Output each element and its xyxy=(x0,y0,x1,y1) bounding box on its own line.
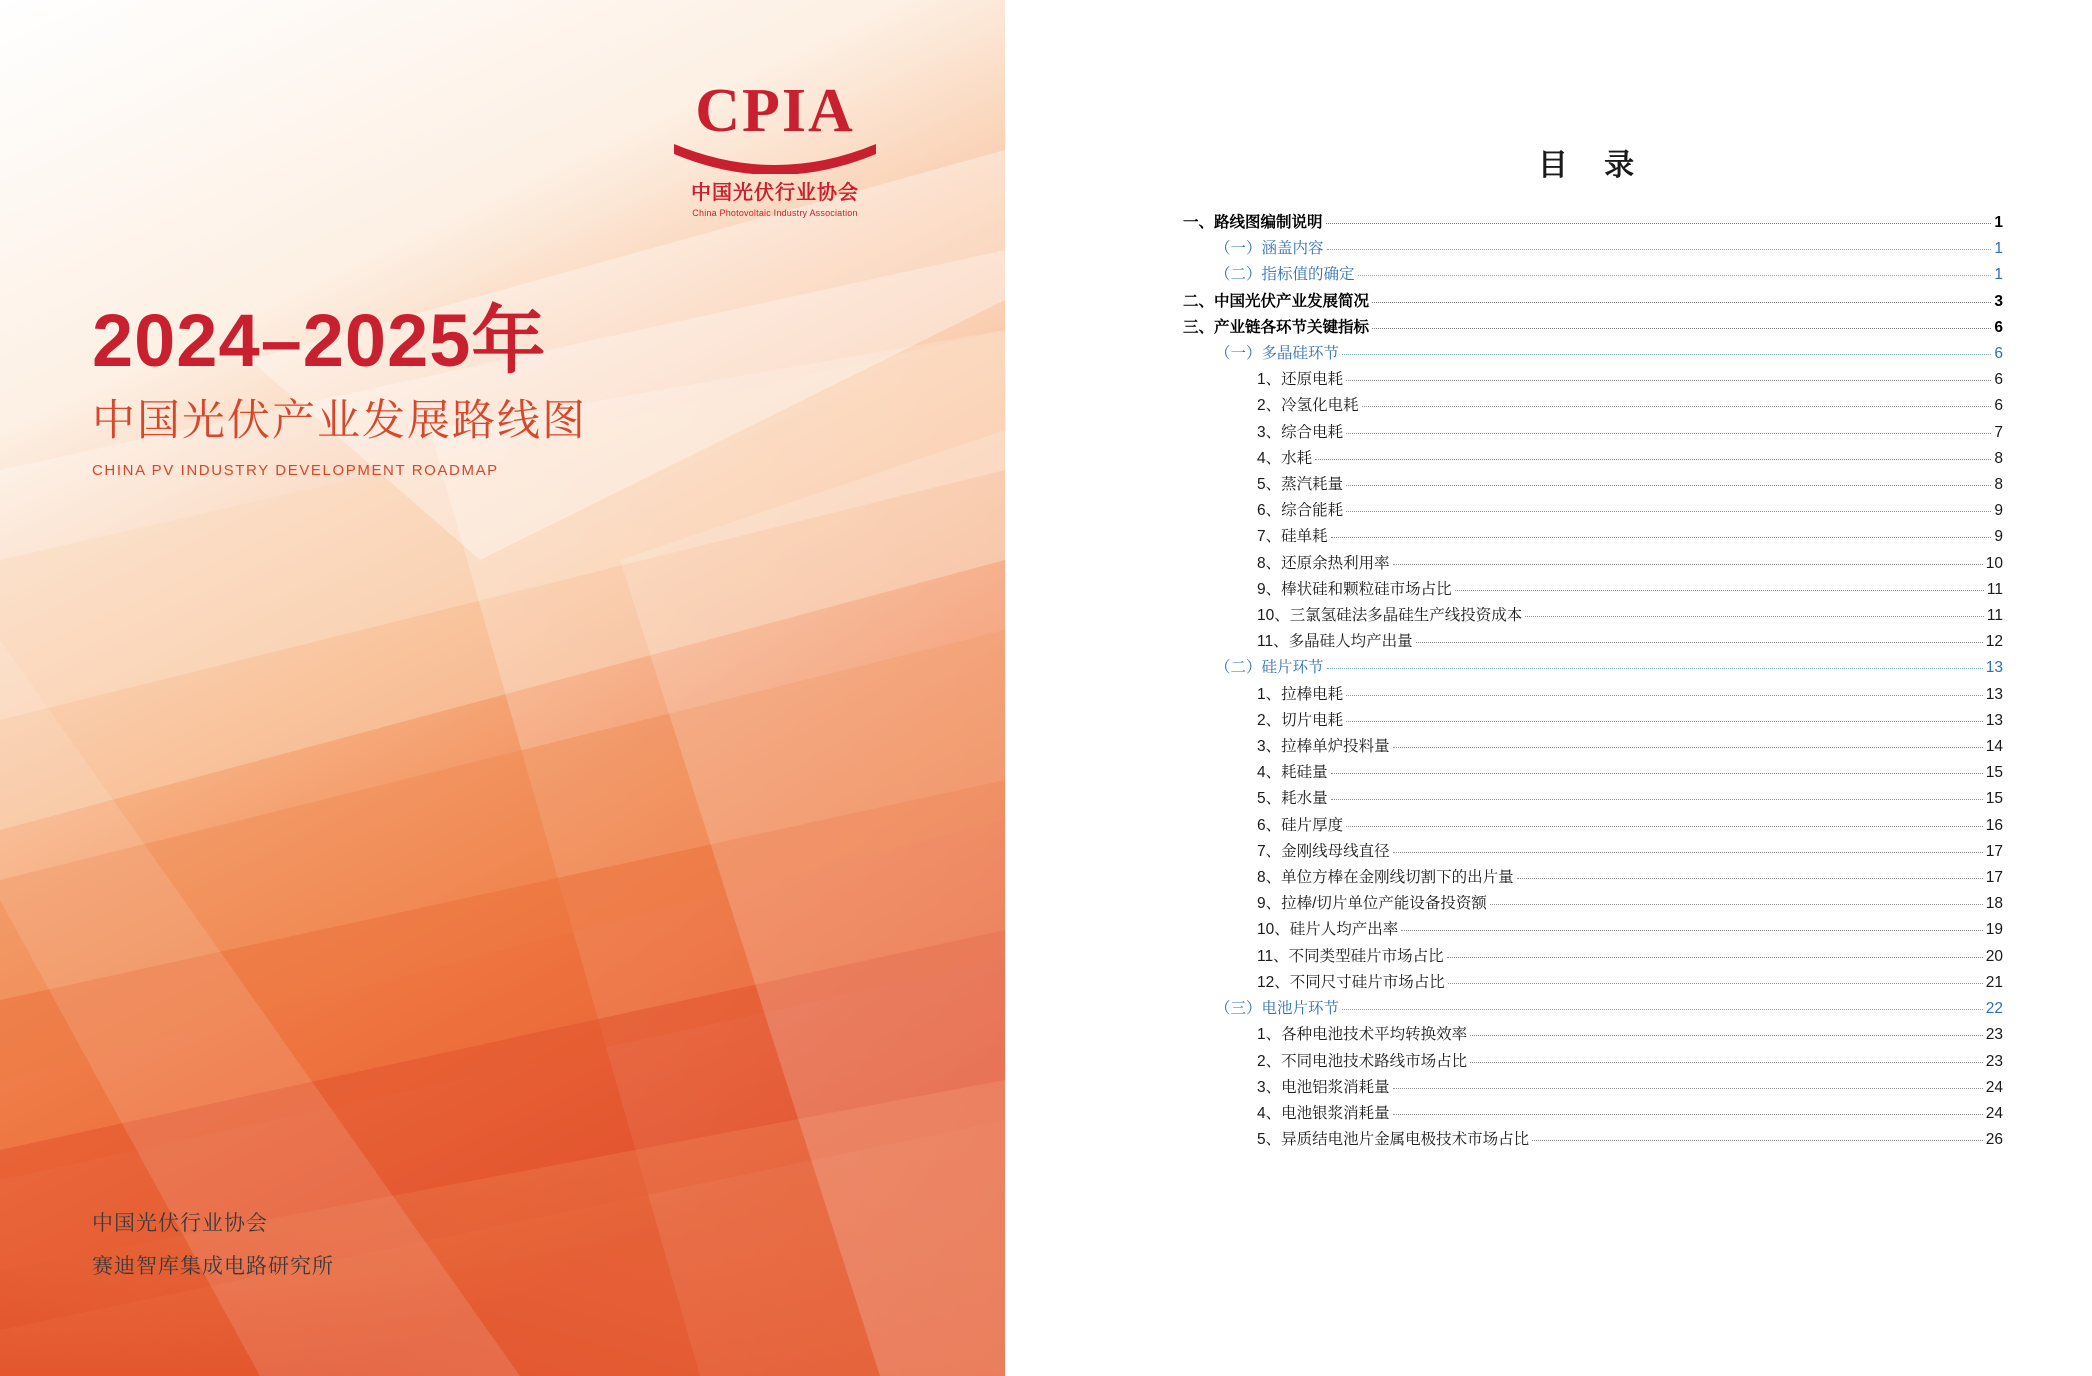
toc-entry-page-number: 6 xyxy=(1994,371,2003,389)
toc-leader-dots xyxy=(1331,772,1983,774)
publisher-line-1: 中国光伏行业协会 xyxy=(92,1212,268,1235)
toc-entry-page-number: 16 xyxy=(1985,816,2003,834)
toc-entry-page-number: 21 xyxy=(1985,973,2003,991)
toc-heading: 目 录 xyxy=(1537,149,1649,182)
toc-entry-page-number: 8 xyxy=(1994,476,2003,494)
toc-entry[interactable] xyxy=(1257,970,2003,996)
toc-entry-page-number: 11 xyxy=(1986,607,2003,625)
toc-entry-label: 5、耗水量 xyxy=(1257,790,1328,808)
toc-entry-page-number: 17 xyxy=(1985,869,2003,887)
toc-entry-page-number: 20 xyxy=(1985,947,2003,965)
toc-entry[interactable] xyxy=(1257,734,2003,760)
toc-entry[interactable] xyxy=(1257,1075,2003,1101)
toc-entry-page-number: 22 xyxy=(1985,1000,2003,1018)
toc-entry-label: 7、金刚线母线直径 xyxy=(1257,842,1390,860)
toc-entry-label: 5、异质结电池片金属电极技术市场占比 xyxy=(1257,1131,1530,1149)
toc-entry[interactable] xyxy=(1183,210,2003,236)
toc-leader-dots xyxy=(1346,510,1991,512)
toc-entry-label: 11、不同类型硅片市场占比 xyxy=(1257,947,1444,965)
toc-entry[interactable] xyxy=(1257,839,2003,865)
toc-leader-dots xyxy=(1525,615,1984,617)
toc-entry[interactable] xyxy=(1257,708,2003,734)
toc-leader-dots xyxy=(1470,1061,1983,1063)
toc-leader-dots xyxy=(1393,563,1983,565)
toc-entry[interactable] xyxy=(1257,891,2003,917)
toc-entry-page-number: 26 xyxy=(1985,1131,2003,1149)
toc-leader-dots xyxy=(1393,1087,1983,1089)
toc-entry-label: 一、路线图编制说明 xyxy=(1183,214,1323,231)
toc-entry[interactable] xyxy=(1215,341,2003,367)
toc-entry[interactable] xyxy=(1215,655,2003,681)
toc-entry-label: 3、综合电耗 xyxy=(1257,423,1344,441)
toc-entry-label: 2、切片电耗 xyxy=(1257,711,1344,729)
toc-entry-label: （三）电池片环节 xyxy=(1215,1000,1340,1018)
toc-leader-dots xyxy=(1327,667,1983,669)
toc-leader-dots xyxy=(1532,1139,1983,1141)
toc-entry[interactable] xyxy=(1257,1049,2003,1075)
toc-entry-page-number: 13 xyxy=(1985,711,2003,729)
toc-entry-page-number: 24 xyxy=(1985,1104,2003,1122)
toc-entry-label: 4、电池银浆消耗量 xyxy=(1257,1104,1390,1122)
toc-entry-label: 8、还原余热利用率 xyxy=(1257,554,1390,572)
toc-entry[interactable] xyxy=(1215,236,2003,262)
toc-leader-dots xyxy=(1393,851,1983,853)
toc-entry-label: 1、拉棒电耗 xyxy=(1257,685,1344,703)
toc-leader-dots xyxy=(1362,405,1992,407)
toc-entry-label: （二）硅片环节 xyxy=(1215,659,1324,677)
toc-entry-label: 9、拉棒/切片单位产能设备投资额 xyxy=(1257,895,1487,913)
toc-entry[interactable] xyxy=(1257,498,2003,524)
toc-entry-page-number: 23 xyxy=(1985,1052,2003,1070)
toc-entry[interactable] xyxy=(1257,524,2003,550)
toc-leader-dots xyxy=(1393,746,1983,748)
toc-entry-label: （二）指标值的确定 xyxy=(1215,266,1355,284)
toc-leader-dots xyxy=(1342,1008,1983,1010)
toc-entry[interactable] xyxy=(1257,944,2003,970)
toc-leader-dots xyxy=(1315,458,1991,460)
toc-entry-label: 4、水耗 xyxy=(1257,449,1313,467)
toc-entry-page-number: 17 xyxy=(1985,842,2003,860)
toc-entry[interactable] xyxy=(1257,393,2003,419)
toc-leader-dots xyxy=(1416,641,1983,643)
toc-entry-page-number: 6 xyxy=(1994,345,2003,363)
toc-entry-label: （一）多晶硅环节 xyxy=(1215,345,1340,363)
cover-publisher xyxy=(92,1202,334,1288)
toc-entry-label: 10、硅片人均产出率 xyxy=(1257,921,1399,939)
toc-entry-page-number: 13 xyxy=(1985,685,2003,703)
toc-entry-page-number: 6 xyxy=(1994,397,2003,415)
toc-entry-label: 三、产业链各环节关键指标 xyxy=(1183,318,1370,336)
toc-entry-page-number: 6 xyxy=(1994,318,2003,336)
toc-entry-label: 1、还原电耗 xyxy=(1257,371,1344,389)
toc-entry[interactable] xyxy=(1183,289,2003,315)
toc-entry-label: 9、棒状硅和颗粒硅市场占比 xyxy=(1257,580,1452,598)
toc-entry[interactable] xyxy=(1257,865,2003,891)
toc-leader-dots xyxy=(1331,536,1992,538)
toc-entry-label: 1、各种电池技术平均转换效率 xyxy=(1257,1026,1468,1044)
toc-page xyxy=(1087,0,2092,1376)
cpia-logo xyxy=(660,78,890,218)
toc-entry-page-number: 13 xyxy=(1985,659,2003,677)
toc-entry-page-number: 1 xyxy=(1994,240,2003,258)
toc-entry[interactable] xyxy=(1183,315,2003,341)
toc-leader-dots xyxy=(1346,432,1991,434)
logo-acronym: CPIA xyxy=(695,77,855,145)
toc-entry-page-number: 10 xyxy=(1985,554,2003,572)
toc-entry-label: 10、三氯氢硅法多晶硅生产线投资成本 xyxy=(1257,607,1523,625)
toc-leader-dots xyxy=(1470,1034,1983,1036)
toc-entry-page-number: 9 xyxy=(1994,502,2003,520)
toc-leader-dots xyxy=(1393,1113,1983,1115)
cover-page xyxy=(0,0,1005,1376)
toc-entry[interactable] xyxy=(1257,760,2003,786)
toc-entry[interactable] xyxy=(1215,262,2003,288)
toc-entry-page-number: 3 xyxy=(1994,292,2003,310)
toc-entry-page-number: 9 xyxy=(1994,528,2003,546)
toc-entry[interactable] xyxy=(1257,603,2003,629)
toc-entry[interactable] xyxy=(1257,786,2003,812)
toc-entry-label: 12、不同尺寸硅片市场占比 xyxy=(1257,973,1445,991)
logo-org-name-en: China Photovoltaic Industry Association xyxy=(692,208,858,218)
toc-entry[interactable] xyxy=(1257,1101,2003,1127)
toc-entry[interactable] xyxy=(1257,1127,2003,1153)
toc-container xyxy=(1183,0,2003,1153)
toc-entry-page-number: 8 xyxy=(1994,449,2003,467)
cover-year: 2024–2025年 xyxy=(92,299,547,382)
logo-arc-icon xyxy=(670,140,880,174)
toc-leader-dots xyxy=(1447,956,1983,958)
toc-entry[interactable] xyxy=(1257,629,2003,655)
toc-entry-label: 2、冷氢化电耗 xyxy=(1257,397,1359,415)
toc-leader-dots xyxy=(1327,248,1992,250)
toc-leader-dots xyxy=(1346,720,1983,722)
toc-leader-dots xyxy=(1490,903,1983,905)
toc-entry-page-number: 14 xyxy=(1985,738,2003,756)
toc-leader-dots xyxy=(1342,353,1991,355)
toc-entry-label: 5、蒸汽耗量 xyxy=(1257,476,1344,494)
toc-entry[interactable] xyxy=(1257,682,2003,708)
toc-entry[interactable] xyxy=(1257,577,2003,603)
toc-leader-dots xyxy=(1401,929,1983,931)
toc-list xyxy=(1183,210,2003,1153)
toc-entry-page-number: 23 xyxy=(1985,1026,2003,1044)
toc-entry-label: （一）涵盖内容 xyxy=(1215,240,1324,258)
toc-leader-dots xyxy=(1517,877,1983,879)
toc-entry-page-number: 15 xyxy=(1985,764,2003,782)
toc-leader-dots xyxy=(1346,379,1991,381)
toc-leader-dots xyxy=(1455,589,1984,591)
toc-entry[interactable] xyxy=(1257,813,2003,839)
toc-entry[interactable] xyxy=(1215,996,2003,1022)
toc-entry-label: 3、拉棒单炉投料量 xyxy=(1257,738,1390,756)
toc-entry-page-number: 7 xyxy=(1994,423,2003,441)
toc-entry-label: 6、硅片厚度 xyxy=(1257,816,1344,834)
toc-entry[interactable] xyxy=(1257,1022,2003,1048)
toc-entry-page-number: 15 xyxy=(1985,790,2003,808)
cover-subtitle: CHINA PV INDUSTRY DEVELOPMENT ROADMAP xyxy=(92,462,499,479)
publisher-line-2: 赛迪智库集成电路研究所 xyxy=(92,1255,334,1278)
toc-leader-dots xyxy=(1372,327,1991,329)
logo-org-name-cn: 中国光伏行业协会 xyxy=(691,182,859,204)
toc-leader-dots xyxy=(1346,825,1983,827)
toc-entry[interactable] xyxy=(1257,917,2003,943)
page-gutter xyxy=(1005,0,1087,1376)
toc-entry-page-number: 1 xyxy=(1994,266,2003,284)
toc-entry[interactable] xyxy=(1257,420,2003,446)
toc-entry-page-number: 18 xyxy=(1985,895,2003,913)
toc-entry-label: 4、耗硅量 xyxy=(1257,764,1328,782)
toc-entry-label: 11、多晶硅人均产出量 xyxy=(1257,633,1413,651)
toc-leader-dots xyxy=(1346,694,1983,696)
toc-entry-page-number: 24 xyxy=(1985,1078,2003,1096)
toc-entry[interactable] xyxy=(1257,472,2003,498)
toc-entry-label: 二、中国光伏产业发展简况 xyxy=(1183,292,1370,310)
toc-leader-dots xyxy=(1372,301,1991,303)
toc-entry-label: 2、不同电池技术路线市场占比 xyxy=(1257,1052,1468,1070)
toc-entry[interactable] xyxy=(1257,446,2003,472)
toc-leader-dots xyxy=(1331,798,1983,800)
toc-entry-label: 8、单位方棒在金刚线切割下的出片量 xyxy=(1257,869,1514,887)
toc-leader-dots xyxy=(1448,982,1983,984)
toc-entry-page-number: 12 xyxy=(1985,633,2003,651)
toc-entry[interactable] xyxy=(1257,551,2003,577)
toc-entry-label: 7、硅单耗 xyxy=(1257,528,1328,546)
toc-leader-dots xyxy=(1358,274,1992,276)
toc-entry-label: 6、综合能耗 xyxy=(1257,502,1344,520)
cover-title-block xyxy=(92,300,587,479)
toc-entry[interactable] xyxy=(1257,367,2003,393)
toc-entry-page-number: 19 xyxy=(1985,921,2003,939)
toc-leader-dots xyxy=(1326,222,1992,224)
toc-entry-label: 3、电池铝浆消耗量 xyxy=(1257,1078,1390,1096)
toc-entry-page-number: 11 xyxy=(1986,580,2003,598)
toc-entry-page-number: 1 xyxy=(1994,214,2003,231)
cover-title: 中国光伏产业发展路线图 xyxy=(92,397,587,445)
toc-leader-dots xyxy=(1346,484,1991,486)
